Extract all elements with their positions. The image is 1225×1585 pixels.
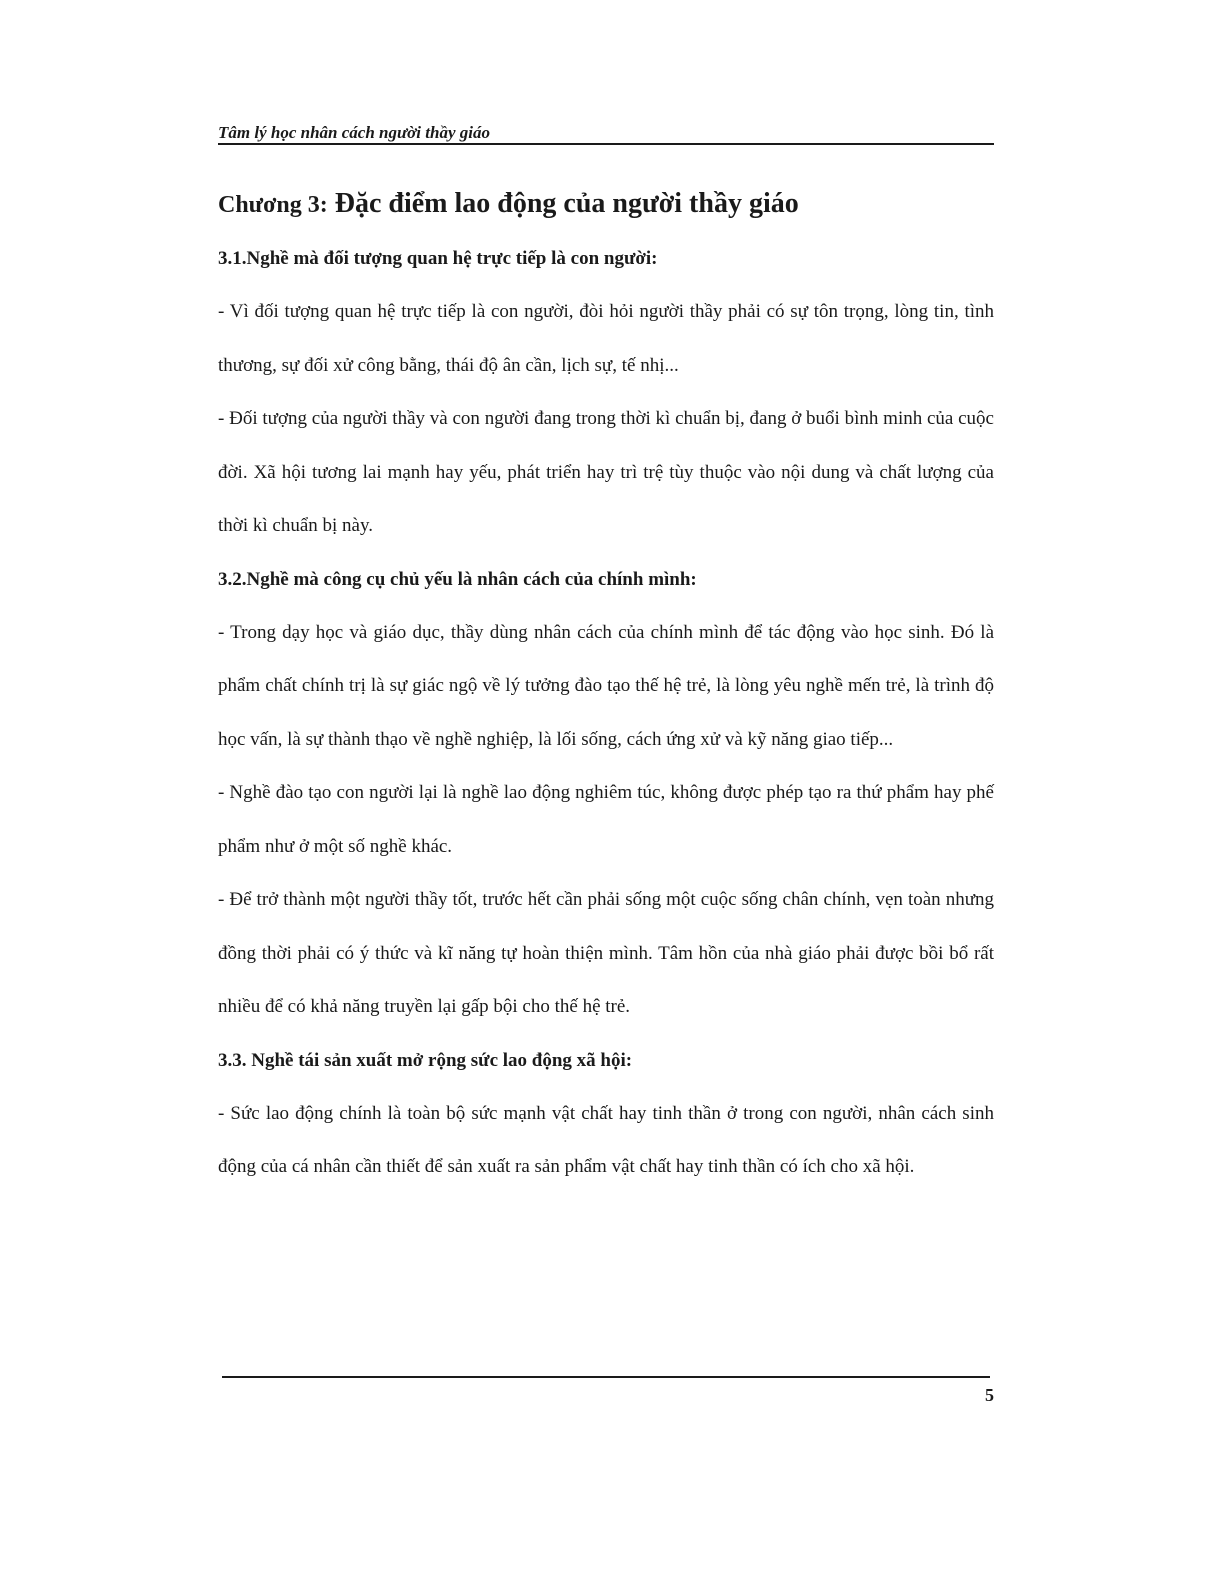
section-heading: 3.2.Nghề mà công cụ chủ yếu là nhân cách của chính mình: bbox=[218, 568, 697, 590]
paragraph: - Vì đối tượng quan hệ trực tiếp là con người, đòi hỏi người thầy phải có sự tôn trọng, lòng tin, tình thương, sự đối xử công bằng, thái độ ân cần, lịch sự, tế nhị... bbox=[218, 301, 994, 376]
paragraph: - Trong dạy học và giáo dục, thầy dùng nhân cách của chính mình để tác động vào học sinh. Đó là phẩm chất chính trị là sự giác ngộ về lý tưởng đào tạo thế hệ trẻ, là lòng yêu nghề mến trẻ, là trình độ học vấn, là sự thành thạo về nghề nghiệp, là lối sống, cách ứng xử và kỹ năng giao tiếp... bbox=[218, 621, 994, 750]
section-heading: 3.3. Nghề tái sản xuất mở rộng sức lao động xã hội: bbox=[218, 1049, 633, 1071]
page-content bbox=[218, 182, 994, 1194]
section-heading: 3.1.Nghề mà đối tượng quan hệ trực tiếp là con người: bbox=[218, 248, 658, 269]
paragraph: - Để trở thành một người thầy tốt, trước hết cần phải sống một cuộc sống chân chính, vẹn toàn nhưng đồng thời phải có ý thức và kĩ năng tự hoàn thiện mình. Tâm hồn của nhà giáo phải được bồi bổ rất nhiều để có khả năng truyền lại gấp bội cho thế hệ trẻ. bbox=[218, 889, 994, 1017]
paragraph: - Nghề đào tạo con người lại là nghề lao động nghiêm túc, không được phép tạo ra thứ phẩm hay phế phẩm như ở một số nghề khác. bbox=[218, 782, 994, 857]
chapter-title bbox=[218, 182, 994, 232]
running-header: Tâm lý học nhân cách người thầy giáo bbox=[218, 123, 994, 145]
page-number: 5 bbox=[985, 1385, 994, 1405]
paragraph: - Đối tượng của người thầy và con người đang trong thời kì chuẩn bị, đang ở buổi bình minh của cuộc đời. Xã hội tương lai mạnh hay yếu, phát triển hay trì trệ tùy thuộc vào nội dung và chất lượng của thời kì chuẩn bị này. bbox=[218, 408, 994, 536]
paragraph: - Sức lao động chính là toàn bộ sức mạnh vật chất hay tinh thần ở trong con người, nhân cách sinh động của cá nhân cần thiết để sản xuất ra sản phẩm vật chất hay tinh thần có ích cho xã hội. bbox=[218, 1102, 994, 1177]
chapter-prefix: Chương 3: bbox=[218, 192, 328, 218]
chapter-title-text: Đặc điểm lao động của người thầy giáo bbox=[334, 188, 799, 219]
footer-rule bbox=[222, 1376, 990, 1378]
